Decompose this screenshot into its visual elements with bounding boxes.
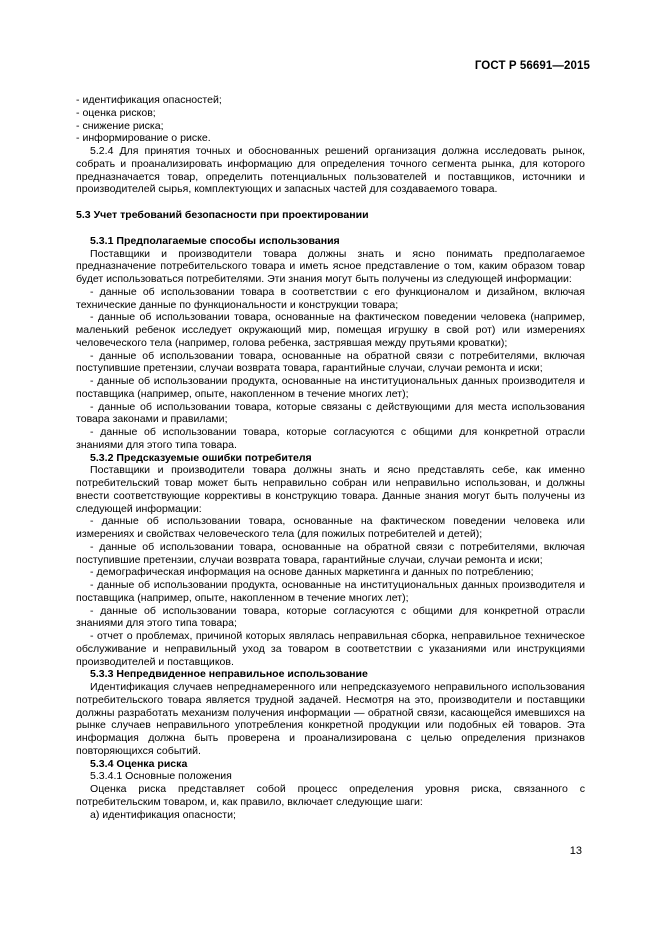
list-item: - данные об использовании продукта, основанные на институциональных данных производителя и поставщика (например, опыте, накопленном в течение многих лет);	[76, 579, 585, 604]
list-item: - отчет о проблемах, причиной которых являлась неправильная сборка, неправильное техническое обслуживание и неправильный уход за товаром в соответствии с указаниями или инструкциями производителей и поставщиков.	[76, 630, 585, 668]
list-item: - данные об использовании товара, которые согласуются с общими для конкретной отрасли знаниями для этого типа товара.	[76, 426, 585, 451]
list-item: - демографическая информация на основе данных маркетинга и данных по потреблению;	[90, 566, 534, 579]
paragraph-5-3-2: Поставщики и производители товара должны знать и ясно представлять себе, как именно потребительский товар может быть неправильно собран или неправильно использован, и должны внести соответствующие коррективы в конструкцию товара. Данные знания могут быть получены из следующей информации:	[76, 464, 585, 515]
document-number-header: ГОСТ Р 56691—2015	[474, 60, 590, 72]
clause-title-5-3-4-1: 5.3.4.1 Основные положения	[90, 770, 232, 783]
list-item: - данные об использовании товара, основанные на фактическом поведении человека (например, маленький ребенок исследует окружающий мир, помещая игрушку в свой рот) или измерениях человеческого тела (например, голова ребенка, застрявшая между прутьями кроватки);	[76, 311, 585, 349]
subsection-heading-5-3-3: 5.3.3 Непредвиденное неправильное использование	[90, 668, 368, 681]
list-item: - снижение риска;	[76, 119, 164, 132]
page-number: 13	[569, 845, 582, 857]
paragraph-5-3-1: Поставщики и производители товара должны знать и ясно понимать предполагаемое предназначение потребительского товара и иметь ясное представление о том, каким образом товар будет использоваться потребителями. Эти знания могут быть получены из следующей информации:	[76, 247, 585, 285]
list-item: - данные об использовании товара, основанные на обратной связи с потребителями, включая поступившие претензии, случаи возврата товара, гарантийные случаи, случаи ремонта и иски;	[76, 349, 585, 375]
list-item: - данные об использовании товара, основанные на обратной связи с потребителями, включая поступившие претензии, случаи возврата товара, гарантийные случаи, случаи ремонта и иски;	[76, 540, 585, 566]
subsection-heading-5-3-2: 5.3.2 Предсказуемые ошибки потребителя	[90, 451, 312, 464]
list-item: - данные об использовании товара, основанные на фактическом поведении человека или измерениях и свойствах человеческого тела (для пожилых потребителей и детей);	[76, 515, 585, 540]
list-item: - идентификация опасностей;	[76, 94, 222, 106]
paragraph-5-3-4-1: Оценка риска представляет собой процесс определения уровня риска, связанного с потребительским товаром, и, как правило, включает следующие шаги:	[76, 783, 585, 808]
document-body	[76, 94, 585, 821]
list-item: - информирование о риске.	[76, 132, 211, 145]
section-heading-5-3: 5.3 Учет требований безопасности при проектировании	[76, 209, 369, 221]
subsection-heading-5-3-1: 5.3.1 Предполагаемые способы использования	[90, 234, 340, 247]
paragraph-5-3-3: Идентификация случаев непреднамеренного или непредсказуемого неправильного использования потребительского товара является трудной задачей. Несмотря на это, производители и поставщики должны разработать механизм получения информации — обратной связи, касающейся имевшихся на рынке случаев неправильного употребления конкретной продукции или подобных ей товаров. Эта информация должна быть проверена и проанализирована с целью определения признаков повторяющихся событий.	[76, 681, 585, 757]
list-item: а) идентификация опасности;	[90, 808, 236, 821]
list-item: - данные об использовании товара, которые согласуются с общими для конкретной отрасли знаниями для этого типа товара;	[76, 604, 585, 630]
list-item: - данные об использовании продукта, основанные на институциональных данных производителя и поставщика (например, опыте, накопленном в течение многих лет);	[76, 375, 585, 400]
list-item: - данные об использовании товара в соответствии с его функционалом и дизайном, включая технические данные по функциональности и конструкции товара;	[76, 285, 585, 311]
paragraph-5-2-4: 5.2.4 Для принятия точных и обоснованных решений организация должна исследовать рынок, собрать и проанализировать информацию для определения точного сегмента рынка, для которого предназначается товар, определить потенциальных пользователей и поставщиков, источники и производителей сырья, комплектующих и запасных частей для создаваемого товара.	[76, 145, 585, 196]
list-item: - оценка рисков;	[76, 106, 156, 119]
list-item: - данные об использовании товара, которые связаны с действующими для места использования товара законами и правилами;	[76, 400, 585, 426]
subsection-heading-5-3-4: 5.3.4 Оценка риска	[90, 757, 188, 770]
